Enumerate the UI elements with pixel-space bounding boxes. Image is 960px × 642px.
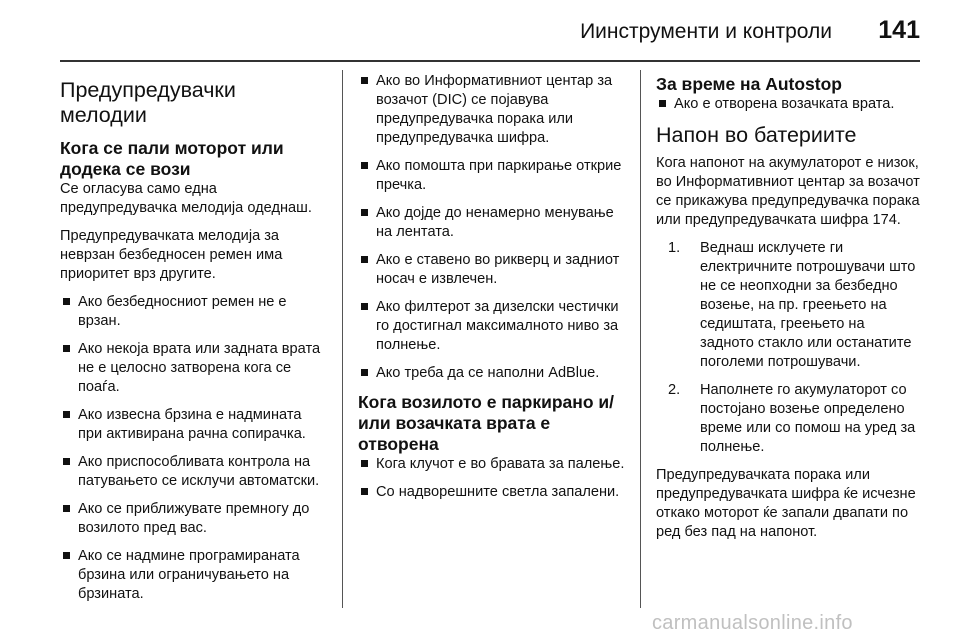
list-item: Ако се надмине програмираната брзина или ограничувањето на брзината.	[60, 547, 328, 604]
bullet-list	[656, 95, 922, 114]
header-divider	[60, 60, 920, 62]
list-item: Ако е ставено во рикверц и задниот носач е извлечен.	[358, 251, 630, 289]
bullet-list	[60, 293, 328, 604]
list-item: Ако дојде до ненамерно менување на лентата.	[358, 204, 630, 242]
column-2	[358, 72, 630, 614]
paragraph: Кога напонот на акумулаторот е низок, во Информативниот центар за возачот се прикажува предупредувачка порака или предупредувачката шифра 174.	[656, 155, 920, 228]
column-divider-2	[640, 70, 641, 608]
paragraph: Предупредувачката мелодија за неврзан безбедносен ремен има приоритет врз другите.	[60, 228, 283, 282]
list-item: Со надворешните светла запалени.	[358, 483, 630, 502]
section-heading-battery-voltage: Напон во батериите	[656, 123, 857, 147]
subheading-engine-start: Кога се пали моторот или додека се вози	[60, 138, 284, 179]
page-number: 141	[878, 16, 920, 44]
list-item: Ако помошта при паркирање открие пречка.	[358, 157, 630, 195]
step-number: 1.	[668, 240, 681, 256]
section-heading-warning-chimes: Предупредувачки мелодии	[60, 78, 236, 127]
page-header	[60, 12, 920, 54]
list-item: Ако филтерот за дизелски честички го достигнал максималното ниво за полнење.	[358, 298, 630, 355]
paragraph: Се огласува само една предупредувачка мелодија одеднаш.	[60, 181, 312, 216]
numbered-step	[656, 239, 922, 372]
list-item: Ако е отворена возачката врата.	[656, 95, 922, 114]
column-3	[656, 72, 922, 614]
step-text: Наполнете го акумулаторот со постојано возење определено време или со помош на уред за полнење.	[700, 382, 916, 455]
numbered-step	[656, 381, 922, 457]
list-item: Ако безбедносниот ремен не е врзан.	[60, 293, 328, 331]
numbered-list	[656, 239, 922, 457]
list-item: Ако приспособливата контрола на патувањето се исклучи автоматски.	[60, 453, 328, 491]
paragraph: Предупредувачката порака или предупредувачката шифра ќе исчезне откако моторот ќе запали двапати по ред без пад на напонот.	[656, 467, 916, 540]
list-item: Ако се приближувате премногу до возилото пред вас.	[60, 500, 328, 538]
column-1	[60, 72, 328, 614]
list-item: Ако некоја врата или задната врата не е целосно затворена кога се поаѓа.	[60, 340, 328, 397]
bullet-list	[358, 455, 630, 502]
bullet-list	[358, 72, 630, 383]
step-text: Веднаш исклучете ги електричните потрошувачи што не се неопходни за безбедно возење, на пр. греењето на седиштата, греењето на задното стакло или останатите поголеми потрошувачи.	[700, 240, 916, 370]
list-item: Кога клучот е во бравата за палење.	[358, 455, 630, 474]
watermark: carmanualsonline.info	[652, 612, 853, 634]
subheading-autostop: За време на Autostop	[656, 74, 842, 94]
list-item: Ако треба да се наполни AdBlue.	[358, 364, 630, 383]
step-number: 2.	[668, 382, 681, 398]
list-item: Ако во Информативниот центар за возачот (DIC) се појавува предупредувачка порака или предупредувачка шифра.	[358, 72, 630, 148]
subheading-parked-door-open: Кога возилото е паркирано и/или возачката врата е отворена	[358, 392, 614, 454]
header-title: Иинструменти и контроли	[580, 20, 832, 43]
column-divider-1	[342, 70, 343, 608]
list-item: Ако извесна брзина е надмината при активирана рачна сопирачка.	[60, 406, 328, 444]
